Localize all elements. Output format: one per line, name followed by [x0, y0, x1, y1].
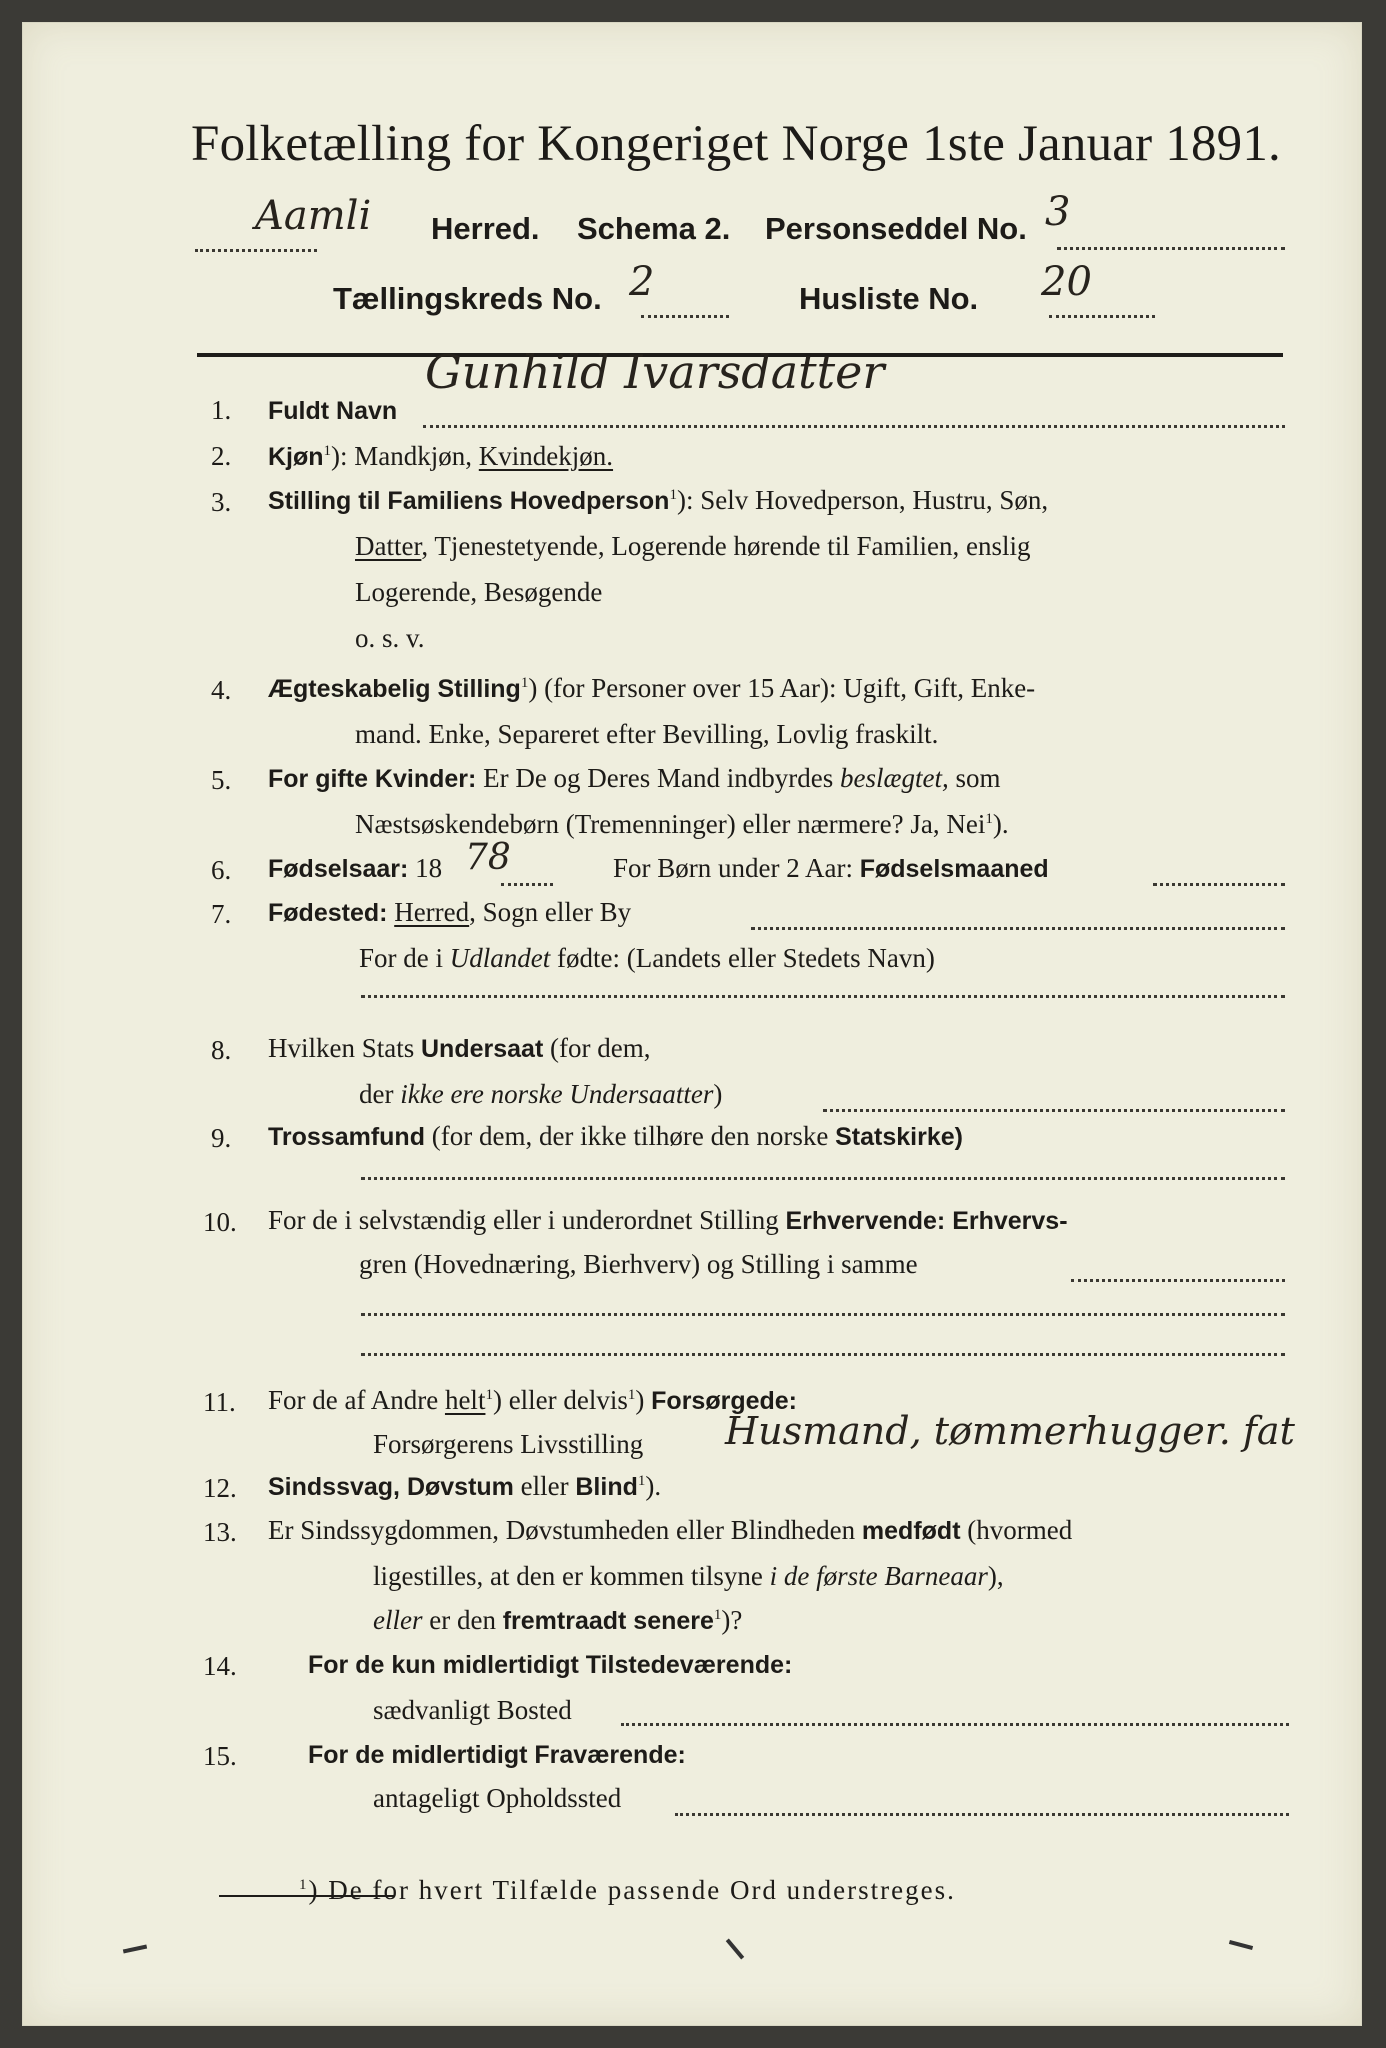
q7-line2: [359, 943, 935, 974]
hw-personseddel-no: 3: [1045, 189, 1071, 235]
q11-line1: [268, 1385, 797, 1416]
q13-l3-a: er den: [429, 1605, 496, 1635]
q8-number: 8.: [211, 1035, 232, 1065]
q11-line2: Forsørgerens Livsstilling: [373, 1429, 644, 1459]
q13-line3: [373, 1605, 742, 1636]
q3-line2: [355, 531, 1030, 562]
q13-bold: medfødt: [861, 1517, 961, 1545]
q10-line1: [268, 1205, 1068, 1236]
q5-l1-mid: Er De og Deres Mand indbyrdes: [483, 763, 834, 793]
q7-l1-rest: , Sogn eller By: [469, 897, 632, 927]
q2-underlined: Kvindekjøn.: [478, 441, 614, 471]
q14-fill-line: [621, 1723, 1289, 1726]
q12-bold2: Blind: [575, 1473, 638, 1501]
footnote-sup: 1: [299, 1877, 309, 1893]
q13-sup: 1: [713, 1607, 722, 1623]
q3-l1-rest: ): Selv Hovedperson, Hustru, Søn,: [676, 485, 1049, 515]
q6-printed-year: 18: [415, 853, 443, 883]
q2-rest: ): Mandkjøn,: [331, 441, 473, 471]
q8-l1-a: Hvilken Stats: [268, 1033, 415, 1063]
q4-l1-rest: ) (for Personer over 15 Aar): Ugift, Gift, Enke-: [528, 673, 1036, 703]
q6-year-fill: [501, 883, 553, 886]
q8-bold: Undersaat: [421, 1035, 544, 1063]
q10-number: 10.: [203, 1207, 237, 1237]
q5-bold: For gifte Kvinder:: [268, 765, 477, 793]
q7-l2-italic: Udlandet: [449, 943, 551, 973]
hw-kreds-no: 2: [629, 259, 655, 305]
form-title: Folketælling for Kongeriget Norge 1ste Januar 1891.: [191, 116, 1281, 172]
q13-l2-b: ),: [987, 1561, 1004, 1591]
q2-bold: Kjøn: [268, 443, 324, 471]
q5-number: 5.: [211, 765, 232, 795]
kreds-fill-line: [641, 315, 729, 318]
census-form-page: [22, 22, 1362, 2026]
q15-number: 15.: [203, 1741, 237, 1771]
q14-number: 14.: [203, 1651, 237, 1681]
q13-l3-bold: fremtraadt senere: [502, 1607, 714, 1635]
q13-line2: [373, 1561, 1004, 1592]
q7-bold: Fødested:: [268, 899, 388, 927]
q10-fill-line-2: [361, 1313, 1285, 1316]
q4-bold: Ægteskabelig Stilling: [268, 675, 521, 703]
q15-fill-line: [675, 1813, 1289, 1816]
q13-l2-italic: i de første Barneaar: [769, 1561, 988, 1591]
q8-l1-b: (for dem,: [550, 1033, 651, 1063]
q9-line: [268, 1121, 963, 1152]
footnote-text: ) De for hvert Tilfælde passende Ord understreges.: [308, 1875, 956, 1905]
q9-bold2: Statskirke): [835, 1123, 963, 1151]
q12-mid: eller: [520, 1471, 569, 1501]
q10-fill-line-1: [1071, 1279, 1285, 1282]
q9-bold: Trossamfund: [268, 1123, 425, 1151]
q10-fill-line-3: [361, 1353, 1285, 1356]
q3-line3: Logerende, Besøgende: [355, 577, 603, 607]
q12-number: 12.: [203, 1473, 237, 1503]
kreds-label: Tællingskreds No.: [333, 281, 602, 316]
q5-line2: [355, 809, 1009, 840]
q4-sup: 1: [520, 675, 529, 691]
q12-sup: 1: [637, 1473, 646, 1489]
scan-mark-left: [123, 1945, 147, 1954]
q2-number: 2.: [211, 441, 232, 471]
q10-line2: gren (Hovednæring, Bierhverv) og Stilling i samme: [359, 1249, 918, 1279]
q13-l3-b: )?: [721, 1605, 743, 1635]
q8-l2-b: ): [713, 1079, 723, 1109]
q15-line2: antageligt Opholdssted: [373, 1783, 622, 1813]
q4-line1: [268, 673, 1035, 704]
personseddel-fill-line: [1057, 247, 1285, 250]
q13-number: 13.: [203, 1517, 237, 1547]
q1-number: 1.: [211, 395, 232, 425]
q7-l2-a: For de i: [359, 943, 443, 973]
q6-month-fill: [1153, 883, 1285, 886]
q11-sup-a: 1: [485, 1387, 493, 1403]
q10-bold: Erhvervende: Erhvervs-: [785, 1207, 1068, 1235]
hw-full-name: Gunhild Ivarsdatter: [425, 345, 885, 399]
q6-bold2: Fødselsmaaned: [859, 855, 1049, 883]
q11-number: 11.: [203, 1387, 236, 1417]
q4-line2: mand. Enke, Separeret efter Bevilling, Lovlig fraskilt.: [355, 719, 939, 749]
q9-number: 9.: [211, 1123, 232, 1153]
q11-l1-a: For de af Andre: [268, 1385, 439, 1415]
hw-husliste-no: 20: [1041, 259, 1092, 305]
q5-l2: Næstsøskendebørn (Tremenninger) eller nærmere? Ja, Nei: [355, 809, 986, 839]
q10-l1-a: For de i selvstændig eller i underordnet Stilling: [268, 1205, 779, 1235]
q6-bold: Fødselsaar:: [268, 855, 409, 883]
hw-birth-year: 78: [465, 837, 511, 878]
q7-fill-line: [751, 927, 1285, 930]
q3-line4: o. s. v.: [355, 623, 425, 653]
q9-fill-line: [361, 1177, 1285, 1180]
q11-sup-b: 1: [627, 1387, 636, 1403]
q1-label: Fuldt Navn: [268, 397, 398, 425]
herred-label: Herred.: [431, 211, 540, 246]
herred-fill-line: [195, 249, 317, 252]
q11-l1-b: ) eller delvis: [492, 1385, 628, 1415]
q2-line: [268, 441, 613, 472]
q15-bold: For de midlertidigt Fraværende:: [308, 1741, 686, 1769]
q8-fill-line: [823, 1109, 1285, 1112]
q8-l2-italic: ikke ere norske Undersaatter: [400, 1079, 714, 1109]
hw-forsorger-occupation: Husmand, tømmerhugger. fat: [725, 1409, 1295, 1453]
husliste-fill-line: [1049, 315, 1155, 318]
q3-l2-underlined: Datter: [355, 531, 422, 561]
q13-l3-italic: eller: [373, 1605, 423, 1635]
q6-number: 6.: [211, 855, 232, 885]
q11-underlined: helt: [444, 1385, 486, 1415]
q12-end: ).: [645, 1471, 662, 1501]
q6-line: [268, 853, 442, 884]
q8-line2: [359, 1079, 722, 1110]
q6-mid-line: [613, 853, 1049, 884]
q14-bold: For de kun midlertidigt Tilstedeværende:: [308, 1651, 793, 1679]
q12-bold: Sindssvag, Døvstum: [268, 1473, 514, 1501]
personseddel-label: Personseddel No.: [765, 211, 1027, 246]
q2-sup: 1: [323, 443, 332, 459]
q7-underlined: Herred: [394, 897, 470, 927]
q3-line1: [268, 485, 1048, 516]
scan-mark-right: [1229, 1940, 1253, 1950]
q11-l1-c: ): [635, 1385, 645, 1415]
scan-mark-center: [726, 1939, 744, 1960]
q7-number: 7.: [211, 899, 232, 929]
q3-number: 3.: [211, 487, 232, 517]
q3-sup: 1: [669, 487, 677, 503]
q5-close: ).: [992, 809, 1009, 839]
husliste-label: Husliste No.: [799, 281, 979, 316]
q5-l1-italic: beslægtet,: [840, 763, 949, 793]
q6-mid: For Børn under 2 Aar:: [613, 853, 853, 883]
q14-line2: sædvanligt Bosted: [373, 1695, 572, 1725]
q13-l1-b: (hvormed: [967, 1515, 1073, 1545]
hw-herred-name: Aamli: [255, 193, 372, 239]
q3-bold: Stilling til Familiens Hovedperson: [268, 487, 670, 515]
q13-line1: [268, 1515, 1072, 1546]
q7-line1: [268, 897, 631, 928]
q13-l2-a: ligestilles, at den er kommen tilsyne: [373, 1561, 763, 1591]
q4-number: 4.: [211, 675, 232, 705]
q1-fill-line: [423, 425, 1285, 428]
q12-line: [268, 1471, 661, 1502]
q7-fill-line-2: [361, 995, 1285, 998]
q8-l2-a: der: [359, 1079, 394, 1109]
q7-l2-b: fødte: (Landets eller Stedets Navn): [557, 943, 935, 973]
q11-bold: Forsørgede:: [651, 1387, 798, 1415]
q3-l2-rest: , Tjenestetyende, Logerende hørende til Familien, enslig: [421, 531, 1031, 561]
footnote: [299, 1875, 956, 1906]
q8-line1: [268, 1033, 650, 1064]
q5-line1: [268, 763, 1001, 794]
schema-label: Schema 2.: [577, 211, 731, 246]
q13-l1-a: Er Sindssygdommen, Døvstumheden eller Blindheden: [268, 1515, 856, 1545]
q5-sup: 1: [985, 811, 993, 827]
q9-rest: (for dem, der ikke tilhøre den norske: [431, 1121, 829, 1151]
q5-l1-end: som: [955, 763, 1001, 793]
